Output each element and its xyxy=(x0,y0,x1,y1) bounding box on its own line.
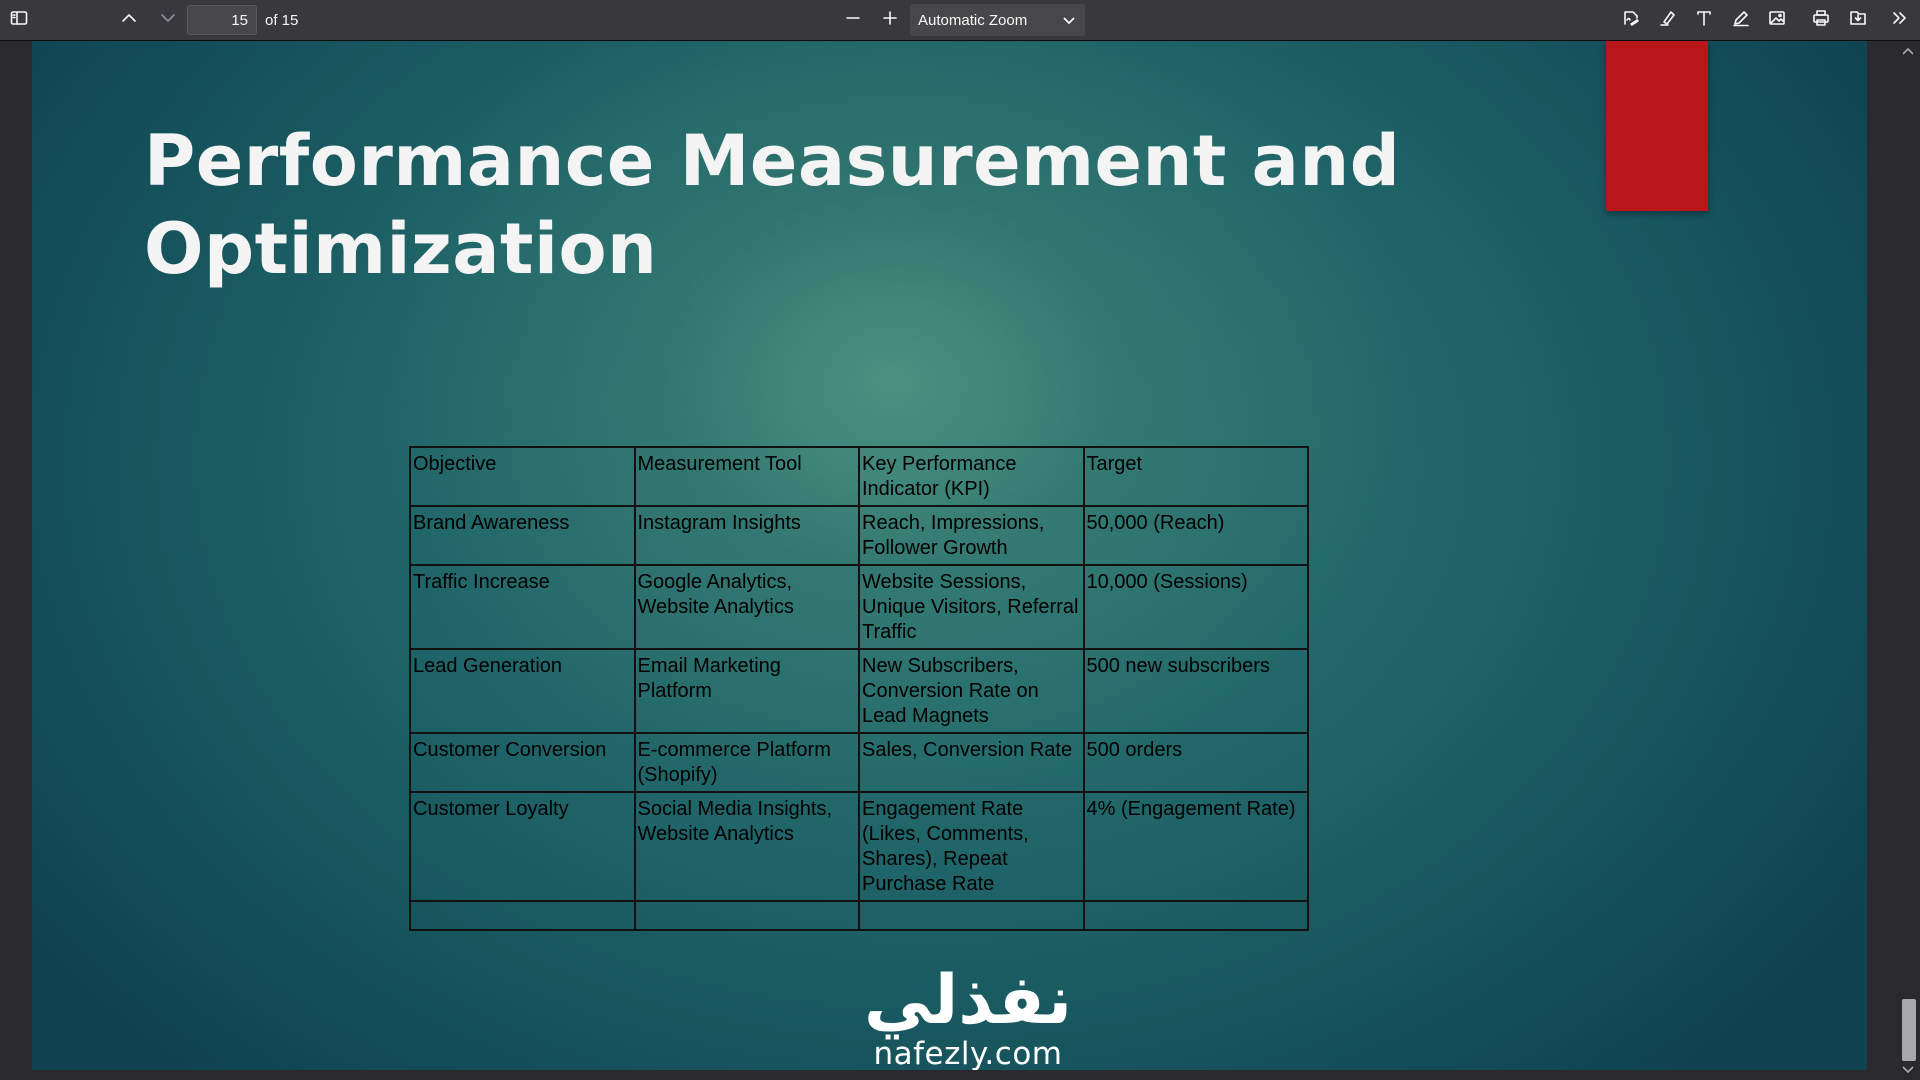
table-cell: Reach, Impressions, Follower Growth xyxy=(859,506,1084,565)
table-row xyxy=(410,565,1308,649)
table-cell xyxy=(410,901,635,930)
table-cell: Customer Loyalty xyxy=(410,792,635,901)
zoom-out-button[interactable] xyxy=(837,5,869,35)
zoom-select[interactable] xyxy=(910,4,1085,36)
text-icon xyxy=(1695,9,1713,32)
chevron-down-icon xyxy=(159,9,177,32)
table-cell: Instagram Insights xyxy=(635,506,860,565)
previous-page-button[interactable] xyxy=(113,5,145,35)
table-cell: Website Sessions, Unique Visitors, Referral Traffic xyxy=(859,565,1084,649)
table-row xyxy=(410,733,1308,792)
chevron-up-icon xyxy=(1900,45,1916,62)
table-cell: Traffic Increase xyxy=(410,565,635,649)
scroll-up-arrow[interactable] xyxy=(1900,44,1916,58)
scroll-down-arrow[interactable] xyxy=(1900,1063,1916,1077)
table-cell xyxy=(859,901,1084,930)
pen-icon xyxy=(1732,9,1750,32)
next-page-button[interactable] xyxy=(152,5,184,35)
highlighter-icon xyxy=(1659,9,1677,32)
add-image-button[interactable] xyxy=(1761,5,1793,35)
table-header-row xyxy=(410,447,1308,506)
table-cell: 4% (Engagement Rate) xyxy=(1084,792,1309,901)
slide-title xyxy=(144,117,1444,293)
slide-title-line1: Performance Measurement and xyxy=(144,120,1401,202)
zoom-in-button[interactable] xyxy=(874,5,906,35)
kpi-table xyxy=(409,446,1309,931)
nafezly-watermark xyxy=(848,961,1088,1070)
table-cell: New Subscribers, Conversion Rate on Lead Magnets xyxy=(859,649,1084,733)
table-cell: 500 new subscribers xyxy=(1084,649,1309,733)
table-cell: Engagement Rate (Likes, Comments, Shares), Repeat Purchase Rate xyxy=(859,792,1084,901)
table-row xyxy=(410,506,1308,565)
table-cell xyxy=(1084,901,1309,930)
red-accent-tab xyxy=(1606,41,1708,211)
signature-button[interactable] xyxy=(1615,5,1647,35)
table-cell: Email Marketing Platform xyxy=(635,649,860,733)
table-cell: Google Analytics, Website Analytics xyxy=(635,565,860,649)
pdf-page xyxy=(32,41,1867,1070)
table-cell: E-commerce Platform (Shopify) xyxy=(635,733,860,792)
zoom-select-value: Automatic Zoom xyxy=(918,11,1028,29)
table-cell: Sales, Conversion Rate xyxy=(859,733,1084,792)
watermark-arabic: نفذلي xyxy=(863,961,1073,1040)
save-button[interactable] xyxy=(1842,5,1874,35)
signature-icon xyxy=(1622,9,1640,32)
document-viewer[interactable] xyxy=(0,41,1920,1080)
table-header-cell: Key Performance Indicator (KPI) xyxy=(859,447,1084,506)
table-row xyxy=(410,649,1308,733)
page-total-label: of 15 xyxy=(265,12,299,29)
table-cell: Lead Generation xyxy=(410,649,635,733)
tools-button[interactable] xyxy=(1884,5,1916,35)
vertical-scrollbar[interactable] xyxy=(1897,41,1920,1080)
draw-button[interactable] xyxy=(1725,5,1757,35)
chevron-down-icon xyxy=(1900,1064,1916,1080)
chevron-up-icon xyxy=(120,9,138,32)
table-cell: 50,000 (Reach) xyxy=(1084,506,1309,565)
sidebar-toggle-button[interactable] xyxy=(3,5,35,35)
sidebar-toggle-icon xyxy=(10,9,28,32)
text-button[interactable] xyxy=(1688,5,1720,35)
table-cell: Brand Awareness xyxy=(410,506,635,565)
table-cell: Social Media Insights, Website Analytics xyxy=(635,792,860,901)
scrollbar-thumb[interactable] xyxy=(1902,999,1916,1061)
plus-icon xyxy=(881,9,899,32)
double-chevron-icon xyxy=(1891,9,1909,32)
pdf-toolbar xyxy=(0,0,1920,41)
highlight-button[interactable] xyxy=(1652,5,1684,35)
table-cell xyxy=(635,901,860,930)
table-empty-row xyxy=(410,901,1308,930)
table-cell: 500 orders xyxy=(1084,733,1309,792)
watermark-domain: nafezly.com xyxy=(873,1036,1063,1070)
page-number-input[interactable] xyxy=(187,5,257,35)
save-icon xyxy=(1849,9,1867,32)
table-cell: Customer Conversion xyxy=(410,733,635,792)
table-cell: 10,000 (Sessions) xyxy=(1084,565,1309,649)
print-button[interactable] xyxy=(1805,5,1837,35)
table-row xyxy=(410,792,1308,901)
table-header-cell: Measurement Tool xyxy=(635,447,860,506)
print-icon xyxy=(1812,9,1830,32)
image-icon xyxy=(1768,9,1786,32)
table-header-cell: Target xyxy=(1084,447,1309,506)
chevron-down-icon xyxy=(1061,12,1077,28)
minus-icon xyxy=(844,9,862,32)
slide-title-line2: Optimization xyxy=(144,208,658,290)
table-header-cell: Objective xyxy=(410,447,635,506)
